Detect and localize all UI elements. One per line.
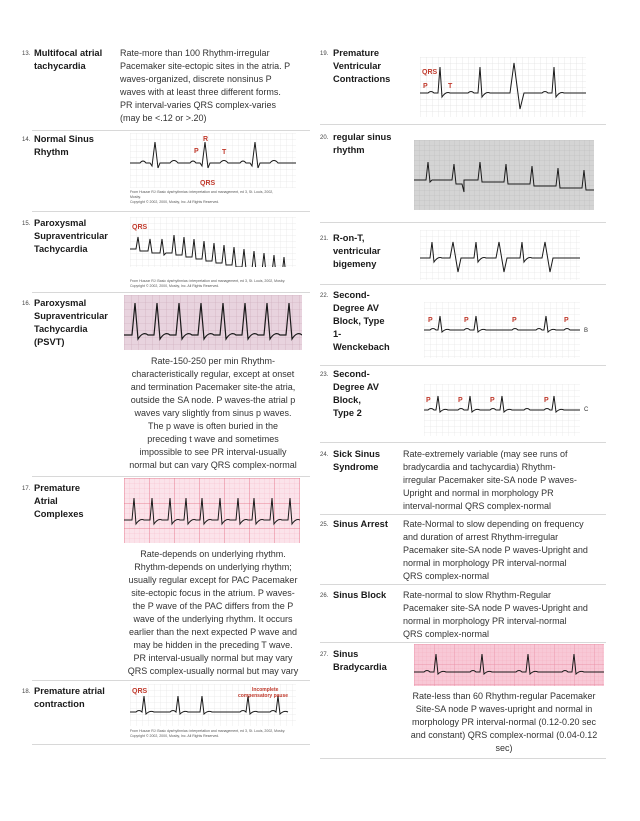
wave-label-p: P <box>490 397 495 404</box>
entry-title: Multifocal atrial tachycardia <box>34 48 103 71</box>
wave-label-r: R <box>203 136 209 143</box>
entry-number: 24. <box>320 452 329 458</box>
wave-label-qrs: QRS <box>132 688 148 695</box>
figure-caption: From Huszar RJ: Basic dysrhythmias: interpretation and management, ed 3, St. Louis, 2002, Mosby. Copyright © 2002, 2000, Mosby, Inc. All Rights Reserved. <box>130 729 286 738</box>
entry-number: 22. <box>320 293 329 299</box>
entry-title: Sick Sinus Syndrome <box>333 449 381 472</box>
entry-number: 26. <box>320 593 329 599</box>
entry-number: 16. <box>22 301 31 307</box>
entry-number: 14. <box>22 137 31 143</box>
entry-number: 19. <box>320 51 329 57</box>
entry-description: Rate-less than 60 Rhythm-regular Pacemaker Site-SA node P waves-upright and normal in morphology PR interval-normal (0.12-0.20 sec and constant) QRS complex-normal (0.04-0.12 sec) <box>410 691 598 753</box>
ecg-strip-wenckebach <box>424 302 580 358</box>
ecg-strip-paroxysmal-svt <box>130 217 296 267</box>
wave-label-qrs: QRS <box>422 69 438 76</box>
entry-title: Paroxysmal Supraventricular Tachycardia (PSVT) <box>34 298 108 347</box>
wave-label-p: P <box>458 397 463 404</box>
entry-number: 15. <box>22 221 31 227</box>
entry-description: Rate-normal to slow Rhythm-Regular Pacemaker site-SA node P waves-Upright and normal in morphology PR interval-normal QRS complex-normal <box>403 590 588 639</box>
entry-number: 21. <box>320 236 329 242</box>
entry-title: Sinus Bradycardia <box>333 649 387 672</box>
wave-label-p: P <box>194 148 199 155</box>
ecg-strip-r-on-t <box>420 230 580 280</box>
wave-label-t: T <box>222 149 227 156</box>
divider <box>320 584 606 585</box>
entry-description: Rate-depends on underlying rhythm. Rhythm-depends on underlying rhythm; usually regular except for PAC Pacemaker site-ectopic focus in the atrium. P waves- the P wave of the PAC differs from the P wave of the underlying rhythm. It occurs earlier than the next expected P wave and may be hidden in the preceding T wave. PR interval-usually normal but may vary QRS complex-usually normal but may vary <box>127 549 299 676</box>
entry-description: Rate-Normal to slow depending on frequency and duration of arrest Rhythm-irregular Pacemaker site-SA node P waves-Upright and normal in morphology PR interval-normal QRS complex-normal <box>403 519 588 581</box>
entry-title: Sinus Block <box>333 590 387 600</box>
entry-number: 27. <box>320 652 329 658</box>
ecg-strip-normal-sinus <box>130 133 296 188</box>
entry-title: Premature atrial contraction <box>34 686 105 709</box>
wave-label-t: T <box>448 83 453 90</box>
wave-label-qrs: QRS <box>200 180 216 187</box>
wave-label-p: P <box>428 317 433 324</box>
divider <box>32 680 310 681</box>
ecg-strip-premature-atrial-complexes <box>124 478 300 543</box>
wave-label-p: P <box>426 397 431 404</box>
entry-number: 20. <box>320 135 329 141</box>
wave-label-p: P <box>512 317 517 324</box>
wave-label-p: P <box>464 317 469 324</box>
entry-number: 18. <box>22 689 31 695</box>
entry-number: 25. <box>320 522 329 528</box>
entry-number: 23. <box>320 372 329 378</box>
entry-title: Sinus Arrest <box>333 519 388 529</box>
entry-title: Premature Ventricular Contractions <box>333 48 391 84</box>
ecg-strip-premature-atrial-contraction <box>130 684 296 726</box>
ecg-strip-regular-sinus <box>414 140 594 210</box>
figure-caption: From Huszar RJ: Basic dysrhythmias: interpretation and management, ed 3, St. Louis, 2002, Mosby. Copyright © 2002, 2000, Mosby, Inc. All Rights Reserved. <box>130 190 274 204</box>
ecg-strip-mobitz-2 <box>424 384 580 436</box>
pause-label: Incomplete <box>252 687 279 693</box>
strip-letter: C <box>584 407 589 413</box>
divider <box>320 284 606 285</box>
divider <box>32 130 310 131</box>
ecg-strip-sinus-bradycardia <box>414 644 604 686</box>
wave-label-p: P <box>544 397 549 404</box>
entry-number: 13. <box>22 51 31 57</box>
wave-label-qrs: QRS <box>132 224 148 231</box>
divider <box>32 292 310 293</box>
strip-letter: B <box>584 328 589 334</box>
entry-title: regular sinus rhythm <box>333 132 392 155</box>
entry-description: Rate-extremely variable (may see runs of bradycardia and tachycardia) Rhythm- irregular Pacemaker site-SA node P waves- Upright and normal in morphology PR interval-normal QRS complex-normal <box>403 449 577 511</box>
entry-description: Rate-more than 100 Rhythm-irregular Pacemaker site-ectopic sites in the atria. P waves-organized, discrete nonsinus P waves with at least three different forms. PR interval-varies QRS complex-varies (may be <.12 or >.20) <box>120 48 291 123</box>
divider <box>320 124 606 125</box>
figure-caption: From Huszar RJ: Basic dysrhythmias: interpretation and management, ed 3, St. Louis, 2002, Mosby. Copyright © 2002, 2000, Mosby, Inc. All Rights Reserved. <box>130 279 286 288</box>
wave-label-p: P <box>423 83 428 90</box>
entry-number: 17. <box>22 486 31 492</box>
entry-description: Rate-150-250 per min Rhythm- characteristically regular, except at onset and termination Pacemaker site-the atria, outside the SA node. P waves-the atrial p waves vary slightly from sinus p waves. The p wave is often buried in the preceding t wave and sometimes impossible to see PR interval-usually normal but can vary QRS complex-normal <box>129 356 297 470</box>
entry-title: Second- Degree AV Block, Type 1- Wenckebach <box>333 290 390 352</box>
divider <box>320 514 606 515</box>
entry-title: Second- Degree AV Block, Type 2 <box>333 369 379 418</box>
entry-title: Paroxysmal Supraventricular Tachycardia <box>34 218 108 254</box>
ecg-strip-psvt <box>124 295 302 350</box>
divider <box>320 365 606 366</box>
ecg-strip-pvc <box>420 57 586 117</box>
entry-title: Normal Sinus Rhythm <box>34 134 94 157</box>
pause-label: compensatory pause <box>238 693 289 699</box>
entry-title: Premature Atrial Complexes <box>34 483 84 519</box>
divider <box>320 442 606 443</box>
divider <box>320 758 606 759</box>
wave-label-p: P <box>564 317 569 324</box>
divider <box>32 476 310 477</box>
divider <box>32 744 310 745</box>
divider <box>320 642 606 643</box>
divider <box>32 211 310 212</box>
entry-title: R-on-T, ventricular bigemeny <box>333 233 381 269</box>
divider <box>320 222 606 223</box>
